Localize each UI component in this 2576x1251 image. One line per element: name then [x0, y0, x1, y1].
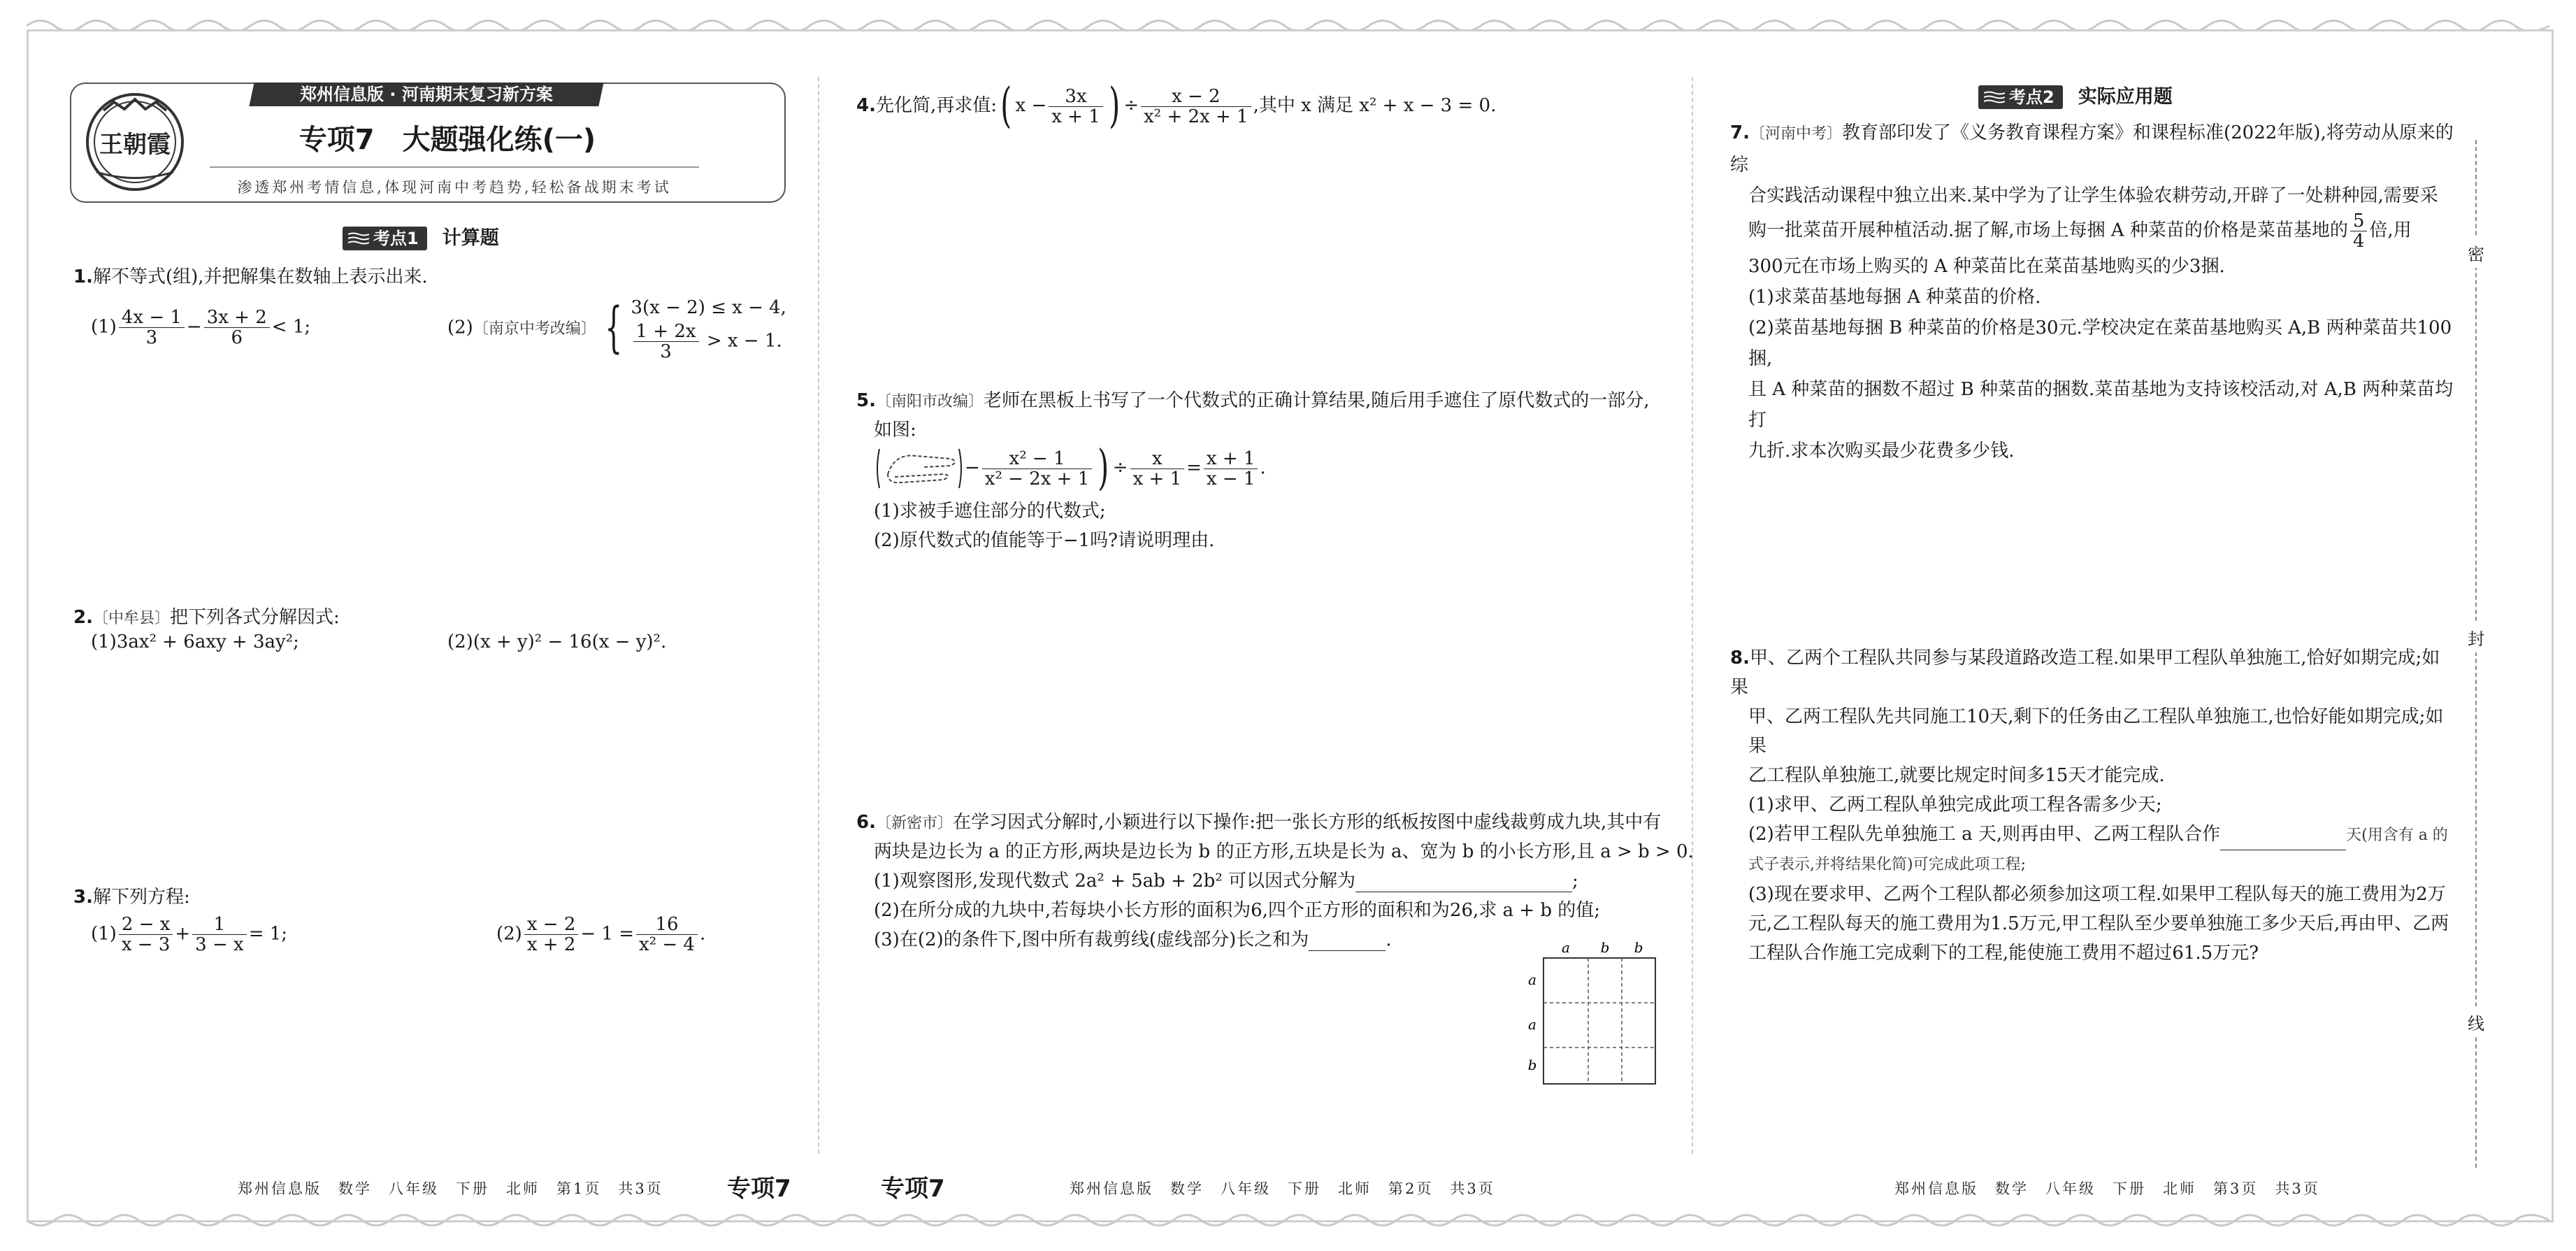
header-band: 郑州信息版 · 河南期末复习新方案 — [249, 83, 603, 106]
grid-top-label-b2: b — [1634, 941, 1643, 956]
section-badge-1: 考点1 — [343, 227, 427, 250]
question-1-part-2: (2)〔南京中考改编〕 { 3(x − 2) ≤ x − 4, $\frac{1 + 2x}{3}$ > x − 1. — [447, 296, 786, 362]
footer-tag-left: 专项7 — [727, 1175, 791, 1203]
grid-left-label-a2: a — [1528, 1016, 1537, 1033]
header-rule — [210, 166, 699, 168]
question-8: 8.甲、乙两个工程队共同参与某段道路改造工程.如果甲工程队单独施工,恰好如期完成;如果 甲、乙两工程队先共同施工10天,剩下的任务由乙工程队单独施工,也恰好能如期完成;如果 乙工程队单独施工,就要比规定时间多15天才能完成. (1)求甲、乙两工程队单独完成此项工程各需多少天; (2)若甲工程队先单独施工 a 天,则再由甲、乙两工程队合作 天(用含有 a 的 式子表示,并将结果化简)可完成此项工程; (3)现在要求甲、乙两个工程队都必须参加这项工程.如果甲工程队每天的施工费用为2万 元,乙工程队每天的施工费用为1.5万元,甲工程队至少要单独施工多少天后,再由甲、乙两 工程队合作施工完成剩下的工程,能使施工费用不超过61.5万元? — [1730, 648, 2449, 964]
wave-lines-icon — [1984, 91, 2005, 103]
question-3-part-1: (1) $\frac{2 - x}{x - 3}$ + $\frac{1}{3 - x}$ = 1; — [91, 914, 288, 955]
footer-page-1: 郑州信息版 数学 八年级 下册 北师 第1页 共3页 — [238, 1180, 663, 1197]
question-1-part-1: (1) $\frac{4x - 1}{3}$ − $\frac{3x + 2}{6}$ < 1; — [91, 307, 311, 348]
question-1 — [73, 262, 428, 288]
question-2-part-2: (2)(x + y)² − 16(x − y)². — [447, 631, 667, 652]
question-2: 2.〔中牟县〕把下列各式分解因式: — [73, 607, 340, 628]
hand-cover-icon — [874, 446, 965, 491]
question-3: 3.解下列方程: — [73, 887, 190, 908]
grid-left-label-b: b — [1527, 1057, 1537, 1073]
footer-page-2: 郑州信息版 数学 八年级 下册 北师 第2页 共3页 — [1070, 1180, 1495, 1197]
question-5: 5.〔南阳市改编〕老师在黑板上书写了一个代数式的正确计算结果,随后用手遮住了原代数式的一部分, — [856, 390, 1650, 411]
question-3-part-2: (2) $\frac{x - 2}{x + 2}$ − 1 = $\frac{16}{\text{x² − 4}}$ . — [496, 914, 706, 955]
column-divider-2 — [1692, 77, 1693, 1154]
question-stem: 解不等式(组),并把解集在数轴上表示出来. — [92, 266, 428, 287]
footer-tag-right: 专项7 — [881, 1175, 945, 1203]
section-title-1: 计算题 — [442, 227, 499, 249]
paper-cut-grid-figure — [1524, 941, 1664, 1088]
question-6: 6.〔新密市〕在学习因式分解时,小颖进行以下操作:把一张长方形的纸板按图中虚线裁剪成九块,其中有 — [856, 812, 1662, 833]
brand-logo-seal — [82, 90, 187, 194]
question-4: 4.先化简,再求值:( x − $\frac{3x}{x + 1}$ ) ÷ $\frac{x - 2}{\text{x² + 2x + 1}}$ ,其中 x 满足 x² + x − 3 = 0. — [856, 78, 1497, 134]
section-heading-1 — [343, 222, 499, 250]
question-5-part-2: (2)原代数式的值能等于−1吗?请说明理由. — [874, 530, 1215, 551]
grid-top-label-b1: b — [1600, 941, 1610, 956]
footer-page-3: 郑州信息版 数学 八年级 下册 北师 第3页 共3页 — [1894, 1180, 2320, 1197]
seal-char-3: 线 — [2466, 1007, 2486, 1037]
question-7: 7.〔河南中考〕教育部印发了《义务教育课程方案》和课程标准(2022年版),将劳动从原来的综 合实践活动课程中独立出来.某中学为了让学生体验农耕劳动,开辟了一处耕种园,需要采 购一批菜苗开展种植活动.据了解,市场上每捆 A 种菜苗的价格是菜苗基地的 $\frac{5}{4}$ 倍,用 300元在市场上购买的 A 种菜苗比在菜苗基地购买的少3捆. (1)求菜苗基地每捆 A 种菜苗的价格. (2)菜苗基地每捆 B 种菜苗的价格是30元.学校决定在菜苗基地购买 A,B 两种菜苗共100捆, 且 A 种菜苗的捆数不超过 B 种菜苗的捆数.菜苗基地为支持该校活动,对 A,B 两种菜苗均打 九折.求本次购买最少花费多少钱. — [1730, 122, 2454, 462]
question-6-part-2: (2)在所分成的九块中,若每块小长方形的面积为6,四个正方形的面积和为26,求 a + b 的值; — [874, 900, 1600, 921]
seal-char-2: 封 — [2466, 622, 2486, 652]
logo-text: 王朝霞 — [99, 131, 171, 159]
seal-char-1: 密 — [2466, 238, 2486, 268]
question-number: 1. — [73, 266, 93, 287]
section-heading-2 — [1978, 81, 2173, 109]
question-5-part-1: (1)求被手遮住部分的代数式; — [874, 501, 1106, 522]
question-6-stem-2: 两块是边长为 a 的正方形,两块是边长为 b 的正方形,五块是长为 a、宽为 b 的小长方形,且 a > b > 0. — [874, 841, 1694, 862]
question-5-expression: − $\frac{\text{x² − 1}}{\text{x² − 2x + 1}}$ ) ÷ $\frac{x}{x + 1}$ = $\frac{x + 1}{x - 1}$ . — [874, 445, 1266, 492]
section-badge-2: 考点2 — [1978, 85, 2063, 109]
question-6-part-1: (1)观察图形,发现代数式 2a² + 5ab + 2b² 可以因式分解为 ; — [874, 871, 1578, 892]
section-title-2: 实际应用题 — [2078, 86, 2173, 108]
grid-top-label-a: a — [1562, 941, 1570, 956]
wavy-border-bottom — [27, 1210, 2549, 1231]
page-subtitle: 渗透郑州考情信息,体现河南中考趋势,轻松备战期末考试 — [237, 179, 672, 196]
grid-left-label-a1: a — [1528, 971, 1537, 988]
wave-lines-icon — [348, 232, 369, 245]
page-title: 专项7 大题强化练(一) — [298, 124, 596, 156]
question-5-stem-2: 如图: — [874, 420, 916, 441]
question-2-part-1: (1)3ax² + 6axy + 3ay²; — [91, 631, 299, 652]
column-divider-1 — [818, 77, 819, 1154]
question-6-part-3: (3)在(2)的条件下,图中所有裁剪线(虚线部分)长之和为 . — [874, 929, 1392, 950]
